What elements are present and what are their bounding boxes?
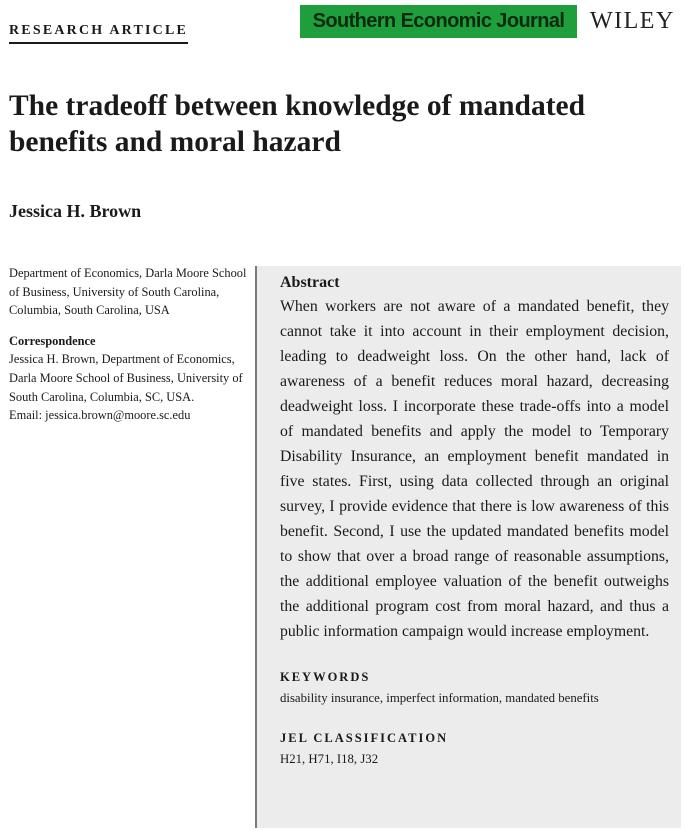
article-title: The tradeoff between knowledge of mandated benefits and moral hazard [9, 90, 586, 158]
abstract-heading: Abstract [280, 274, 340, 291]
abstract-text: When workers are not aware of a mandated benefit, they cannot take it into account in their employment decision, leading to deadweight loss. On the other hand, lack of awareness of a benefit reduces moral hazard, decreasing deadweight loss. I incorporate these trade-offs into a model of mandated benefits and apply the model to Temporary Disability Insurance, an employment benefit mandated in five states. First, using data collected through an original survey, I provide evidence that there is low awareness of this benefit. Second, I use the updated mandated benefits model to show that over a broad range of reasonable assumptions, the additional employee valuation of the benefit outweighs the additional program cost from moral hazard, and thus a public information campaign would increase employment. [280, 298, 669, 640]
publisher-logo: WILEY [590, 8, 675, 34]
affiliation: Department of Economics, Darla Moore School of Business, University of South Carolina, Columbia, South Carolina, USA [9, 266, 247, 318]
correspondence-heading: Correspondence [9, 333, 96, 348]
correspondence-text: Jessica H. Brown, Department of Economics, Darla Moore School of Business, University of South Carolina, Columbia, SC, USA. [9, 352, 243, 404]
abstract-panel [255, 266, 681, 828]
correspondence-email: Email: jessica.brown@moore.sc.edu [9, 408, 191, 423]
journal-logo: Southern Economic Journal [300, 5, 577, 38]
jel-codes: H21, H71, I18, J32 [280, 752, 379, 766]
keywords-text: disability insurance, imperfect information, mandated benefits [280, 691, 599, 705]
keywords-heading: KEYWORDS [280, 670, 371, 684]
jel-heading: JEL CLASSIFICATION [280, 731, 449, 745]
article-type-label: RESEARCH ARTICLE [9, 23, 188, 44]
author-info-sidebar [9, 264, 249, 425]
author-name: Jessica H. Brown [9, 201, 142, 221]
